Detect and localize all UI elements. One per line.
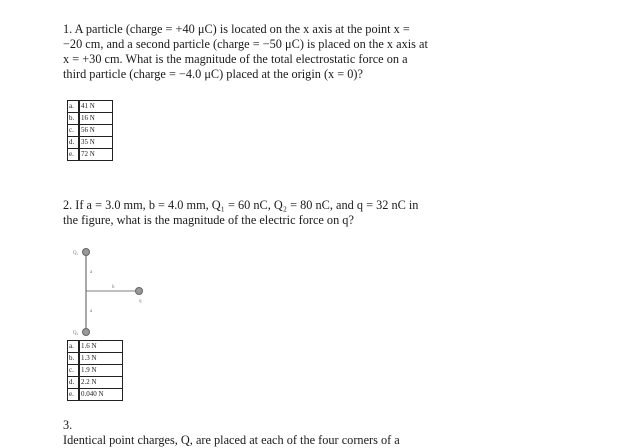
option-letter: d. xyxy=(68,137,80,149)
option-row[interactable] xyxy=(68,101,113,113)
option-row[interactable] xyxy=(68,353,123,365)
option-letter: a. xyxy=(68,101,80,113)
option-letter: e. xyxy=(68,149,80,161)
charge-q2 xyxy=(83,329,90,336)
option-value: 1.9 N xyxy=(79,365,123,377)
option-letter: b. xyxy=(68,353,80,365)
option-row[interactable] xyxy=(68,389,123,401)
option-value: 41 N xyxy=(79,101,113,113)
charge-figure xyxy=(66,240,156,340)
charge-q1 xyxy=(83,249,90,256)
question-3-number: 3. xyxy=(63,418,73,432)
option-value: 35 N xyxy=(79,137,113,149)
q1-label: Q₁ xyxy=(73,251,79,256)
option-letter: c. xyxy=(68,365,80,377)
option-row[interactable] xyxy=(68,365,123,377)
question-2-text: 2. If a = 3.0 mm, b = 4.0 mm, Q₁ = 60 nC, Q₂ = 80 nC, and q = 32 nC in the figure, what is the magnitude of the electric force on q? xyxy=(63,198,419,227)
option-value: 2.2 N xyxy=(79,377,123,389)
question-1-text: 1. A particle (charge = +40 μC) is located on the x axis at the point x = −20 cm, and a second particle (charge = −50 μC) is placed on the x axis at x = +30 cm. What is the magnitude of the total electrostatic force on a third particle (charge = −4.0 μC) placed at the origin (x = 0)? xyxy=(63,22,428,81)
b-label: b xyxy=(112,285,115,290)
question-3-text: Identical point charges, Q, are placed at each of the four corners of a xyxy=(63,433,400,447)
option-row[interactable] xyxy=(68,149,113,161)
option-value: 1.3 N xyxy=(79,353,123,365)
option-row[interactable] xyxy=(68,113,113,125)
question-1-options xyxy=(67,100,113,161)
option-letter: d. xyxy=(68,377,80,389)
q-label: q xyxy=(139,299,142,304)
option-row[interactable] xyxy=(68,137,113,149)
option-row[interactable] xyxy=(68,125,113,137)
option-value: 1.6 N xyxy=(79,341,123,353)
option-letter: e. xyxy=(68,389,80,401)
option-value: 0.040 N xyxy=(79,389,123,401)
option-value: 72 N xyxy=(79,149,113,161)
question-2-options xyxy=(67,340,123,401)
a-label-top: a xyxy=(90,270,93,275)
option-row[interactable] xyxy=(68,377,123,389)
a-label-bottom: a xyxy=(90,309,93,314)
option-row[interactable] xyxy=(68,341,123,353)
option-letter: a. xyxy=(68,341,80,353)
q2-label: Q₂ xyxy=(73,331,79,336)
option-letter: b. xyxy=(68,113,80,125)
charge-q xyxy=(136,288,143,295)
option-letter: c. xyxy=(68,125,80,137)
option-value: 56 N xyxy=(79,125,113,137)
option-value: 16 N xyxy=(79,113,113,125)
